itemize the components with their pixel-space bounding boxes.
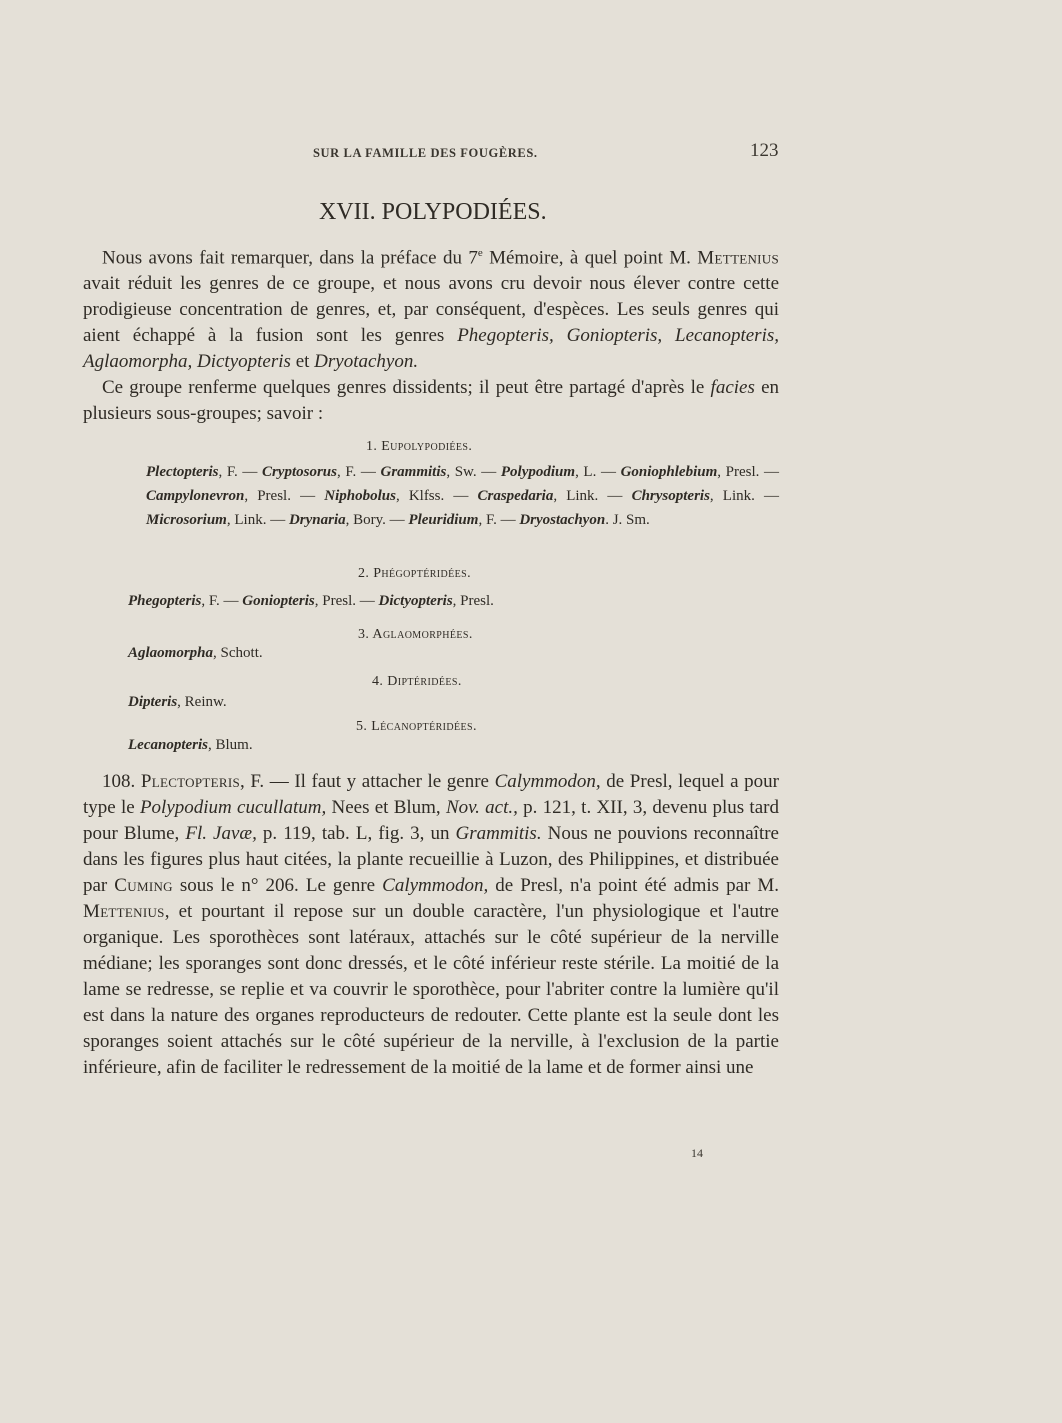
subgroup-2-genus-2: Dictyopteris [378, 593, 453, 609]
subgroup-4-genera [128, 694, 227, 711]
subgroup-1-genera [146, 460, 779, 532]
subgroup-1-authority-12: . J. Sm. [605, 512, 650, 528]
subgroup-1-authority-11: , F. — [478, 512, 520, 528]
subgroup-1-genus-6: Niphobolus [324, 488, 396, 504]
p108-text-3: Nees et Blum, [326, 797, 446, 818]
subgroup-1-genus-11: Pleuridium [408, 512, 479, 528]
genera-list: Phegopteris, Goniopteris, Lecanopteris, Aglaomorpha, Dictyopteris [83, 325, 779, 373]
subgroup-5-heading: 5. Lécanoptéridées. [356, 719, 477, 734]
intro-text [83, 240, 779, 427]
subgroup-3-genera [128, 645, 263, 662]
ref-nov-act: Nov. act., [445, 797, 518, 818]
intro-p1-text-b: Mémoire, à quel point M. [482, 247, 698, 269]
subgroup-1-authority-8: , Link. — [709, 488, 780, 504]
signature-mark: 14 [691, 1146, 703, 1160]
subgroup-1-genus-0: Plectopteris [146, 464, 219, 480]
subgroup-5-genera [128, 737, 253, 754]
author-schott: , Schott. [213, 645, 263, 661]
subgroup-1-genus-8: Chrysopteris [631, 488, 710, 504]
subgroup-1-authority-0: , F. — [218, 464, 262, 480]
subgroup-1-genus-4: Goniophlebium [620, 464, 718, 480]
subgroup-1-genus-2: Grammitis [380, 464, 447, 480]
subgroup-1-list [146, 460, 779, 532]
intro-p1-text-a: Nous avons fait remarquer, dans la préface du 7 [102, 247, 478, 269]
subgroup-1-authority-10: , Bory. — [345, 512, 409, 528]
subgroup-1-authority-6: , Klfss. — [395, 488, 478, 504]
p108-text-8: de Presl, n'a point été admis par M. [488, 875, 779, 896]
subgroup-2-authority-1: , Presl. — [314, 593, 379, 609]
subgroup-2-genera [128, 593, 494, 610]
genus-dipteris: Dipteris [128, 694, 178, 710]
intro-p1-text-c: avait réduit les genres de ce groupe, et nous avons cru devoir nous élever contre cette prodigieuse concentration de genres, et, par conséquent, d'espèces. Les seuls genres qui aient échappé à la fusion sont les genres [83, 273, 779, 347]
genus-calymmodon: Calymmodon, [494, 771, 601, 792]
subgroup-1-genus-10: Drynaria [288, 512, 346, 528]
subgroup-1-authority-7: , Link. — [553, 488, 632, 504]
author-mettenius: Mettenius [83, 901, 165, 922]
subgroup-2-genus-1: Goniopteris [242, 593, 315, 609]
intro-p2-text-a: Ce groupe renferme quelques genres dissidents; il peut être partagé d'après le [102, 377, 711, 399]
page-number: 123 [750, 140, 779, 161]
genus-calymmodon-2: Calymmodon, [382, 875, 489, 896]
subgroup-1-genus-1: Cryptosorus [261, 464, 337, 480]
author-reinw: , Reinw. [177, 694, 227, 710]
p108-text-7: sous le n° 206. Le genre [172, 875, 383, 896]
p108-text-9: , et pourtant il repose sur un double caractère, l'un physiologique et l'autre organique. Les sporothèces sont latéraux, attachés sur le côté supérieur de la nerville médiane; les sporanges sont donc dressés, et le côté inférieur reste stérile. La moitié de la lame se redresse, se replie et va couvrir le sporothèce, pour l'abriter contre la lumière qu'il est dans la nature des organes reproducteurs de redouter. Cette plante est la seule dont les sporanges soient attachés sur le côté supérieur de la nerville, à l'exclusion de la partie inférieure, afin de faciliter le redressement de la moitié de la lame et de former ainsi une [83, 901, 779, 1078]
p108-text-6: Nous ne pouvions reconnaître dans les figures plus haut citées, la plante recueillie à Luzon, des Philippines, et distribuée par [83, 823, 779, 896]
p108-text-1: , F. — Il faut y attacher le genre [240, 771, 495, 792]
subgroup-2-genus-0: Phegopteris [128, 593, 202, 609]
intro-paragraph-2 [83, 375, 779, 427]
subgroup-1-genus-7: Craspedaria [477, 488, 554, 504]
p108-text-4: p. 121, t. XII, 3, devenu plus tard pour Blume, [83, 797, 779, 844]
species-polypodium-cucullatum: Polypodium cucullatum, [139, 797, 327, 818]
subgroup-1-authority-1: , F. — [337, 464, 381, 480]
genus-plectopteris: Plectopteris [140, 771, 241, 792]
subgroup-3-heading: 3. Aglaomorphées. [358, 627, 473, 642]
subgroup-1-authority-9: , Link. — [226, 512, 289, 528]
superscript-e: e [477, 247, 483, 259]
subgroup-1-authority-2: , Sw. — [446, 464, 501, 480]
facies-term: facies [710, 377, 755, 399]
author-name: Mettenius [697, 247, 779, 269]
subgroup-4-heading: 4. Diptéridées. [372, 674, 462, 689]
intro-paragraph-1 [83, 240, 779, 375]
genus-grammitis: Grammitis. [455, 823, 542, 844]
running-head: SUR LA FAMILLE DES FOUGÈRES. [313, 146, 538, 160]
subgroup-1-authority-3: , L. — [575, 464, 621, 480]
subgroup-2-authority-0: , F. — [201, 593, 243, 609]
paragraph-108 [83, 769, 779, 1081]
subgroup-1-authority-4: , Presl. — [717, 464, 779, 480]
intro-p2-text-b: en plusieurs sous-groupes; savoir : [83, 377, 780, 425]
collector-cuming: Cuming [114, 875, 173, 896]
genus-aglaomorpha: Aglaomorpha [128, 645, 214, 661]
subgroup-1-genus-5: Campylonevron [146, 488, 245, 504]
p108-text-2: de Presl, lequel a pour type le [83, 771, 780, 818]
ref-fl-javae: Fl. Javæ, [185, 823, 257, 844]
subgroup-2-heading: 2. Phégoptéridées. [358, 566, 472, 581]
p108-text-5: p. 119, tab. L, fig. 3, un [256, 823, 456, 844]
genus-dryotachyon: Dryotachyon. [314, 351, 419, 373]
subgroup-1-genus-9: Microsorium [146, 512, 227, 528]
intro-p1-text-d: et [290, 351, 315, 373]
paragraph-number: 108. [102, 771, 141, 792]
subgroup-1-genus-3: Polypodium [500, 464, 576, 480]
section-title: XVII. POLYPODIÉES. [319, 199, 547, 225]
subgroup-1-genus-12: Dryostachyon [519, 512, 606, 528]
subgroup-2-authority-2: , Presl. [452, 593, 494, 609]
subgroup-1-heading: 1. Eupolypodiées. [366, 439, 473, 454]
paragraph-108-text [83, 769, 779, 1081]
subgroup-1-authority-5: , Presl. — [244, 488, 325, 504]
genus-lecanopteris: Lecanopteris [128, 737, 208, 753]
author-blum: , Blum. [208, 737, 253, 753]
